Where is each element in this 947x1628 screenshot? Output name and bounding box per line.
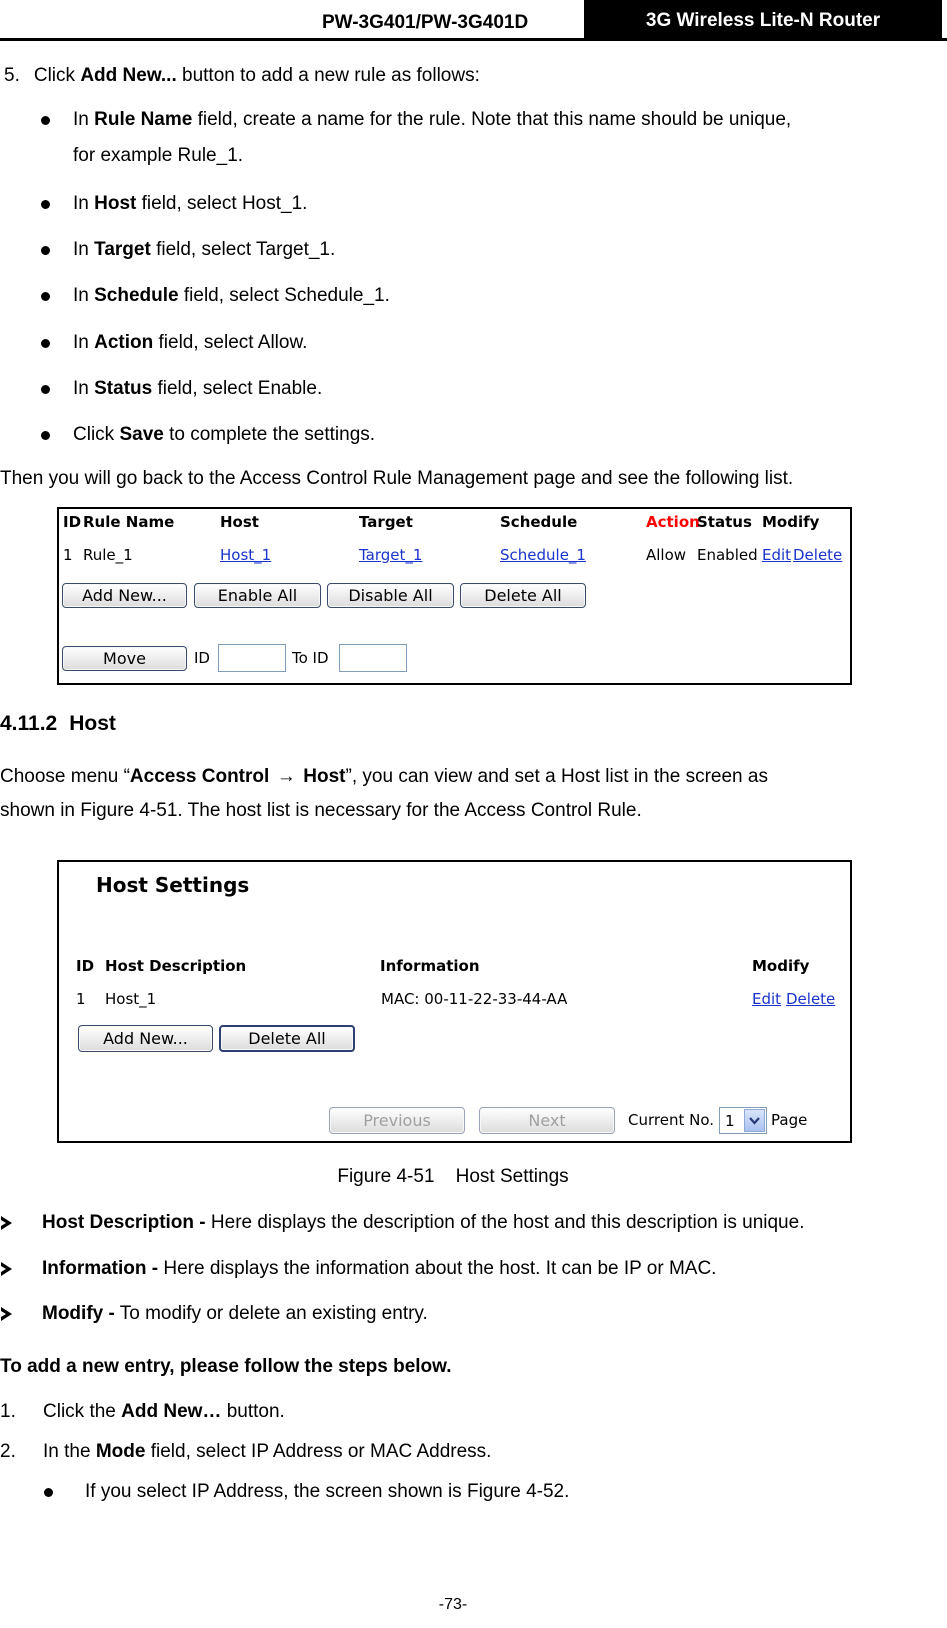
delete-link[interactable]: Delete [793,546,843,564]
add-new-button[interactable]: Add New... [78,1025,213,1052]
col-modify: Modify [752,957,810,975]
row-rule-name: Rule_1 [83,546,133,564]
bullet-rule-name: In Rule Name field, create a name for the rule. Note that this name should be unique, [73,109,792,130]
col-id: ID [76,957,95,975]
bullet-schedule: In Schedule field, select Schedule_1. [73,285,390,306]
arrow-right-icon: → [276,766,296,787]
def-modify: Modify - To modify or delete an existing entry. [42,1303,428,1324]
col-host: Host [220,513,259,531]
rule-list-screenshot [57,507,852,685]
header-model: PW-3G401/PW-3G401D [322,12,529,33]
bullet-save: Click Save to complete the settings. [73,424,376,445]
bullet-target: In Target field, select Target_1. [73,239,336,260]
col-target: Target [359,513,413,531]
col-schedule: Schedule [500,513,578,531]
bullet-dot [41,246,50,255]
target-link[interactable]: Target_1 [359,546,423,564]
edit-link[interactable]: Edit [762,546,792,564]
row-status: Enabled [697,546,758,564]
arrow-bullet-icon [1,1216,12,1230]
arrow-bullet-icon [1,1307,12,1321]
row-id: 1 [76,990,86,1008]
chevron-down-icon[interactable] [744,1109,765,1132]
row-information: MAC: 00-11-22-33-44-AA [381,990,568,1008]
bullet-dot [41,292,50,301]
id-input[interactable] [218,644,286,672]
page-label: Page [771,1111,808,1129]
col-host-description: Host Description [105,957,247,975]
current-page-select[interactable] [719,1107,767,1134]
then-text: Then you will go back to the Access Control Rule Management page and see the following list. [0,468,794,489]
bullet-action: In Action field, select Allow. [73,332,308,353]
def-host-description: Host Description - Here displays the description of the host and this description is unique. [42,1212,805,1233]
bullet-host: In Host field, select Host_1. [73,193,308,214]
host-settings-title: Host Settings [96,873,250,897]
next-button[interactable]: Next [479,1107,615,1134]
steps-heading: To add a new entry, please follow the steps below. [0,1356,452,1377]
def-information: Information - Here displays the information about the host. It can be IP or MAC. [42,1258,717,1279]
bullet-rule-name-cont: for example Rule_1. [73,145,244,166]
to-id-label: To ID [292,649,329,667]
step-5: 5. Click Add New... button to add a new rule as follows: [4,65,480,86]
delete-link[interactable]: Delete [786,990,836,1008]
col-status: Status [697,513,752,531]
disable-all-button[interactable]: Disable All [327,583,454,608]
step-2: 2. [0,1441,16,1462]
step-1: 1. [0,1401,16,1422]
row-host-description: Host_1 [105,990,157,1008]
col-modify: Modify [762,513,820,531]
bullet-dot [44,1488,53,1497]
intro-line-2: shown in Figure 4-51. The host list is necessary for the Access Control Rule. [0,800,642,821]
previous-button[interactable]: Previous [329,1107,465,1134]
col-rule-name: Rule Name [83,513,175,531]
current-page-value: 1 [725,1112,735,1130]
arrow-bullet-icon [1,1262,12,1276]
page-number: -73- [438,1596,468,1613]
row-action: Allow [646,546,687,564]
step-2-text: In the Mode field, select IP Address or MAC Address. [43,1441,492,1462]
id-label: ID [194,649,210,667]
delete-all-button[interactable]: Delete All [460,583,586,608]
bullet-dot [41,385,50,394]
enable-all-button[interactable]: Enable All [194,583,321,608]
delete-all-button[interactable]: Delete All [219,1025,355,1052]
step-5-num: 5. [4,65,20,86]
add-new-button[interactable]: Add New... [62,583,187,608]
step-1-text: Click the Add New… button. [43,1401,285,1422]
row-id: 1 [63,546,73,564]
figure-caption: Figure 4-51 Host Settings [337,1166,569,1187]
current-no-label: Current No. [628,1111,715,1129]
section-heading: 4.11.2 Host [0,712,116,735]
bullet-dot [41,431,50,440]
intro-line-1: Choose menu “Access Control → Host”, you can view and set a Host list in the screen as [0,766,768,787]
col-id: ID [63,513,82,531]
col-information: Information [380,957,480,975]
sub-bullet: If you select IP Address, the screen shown is Figure 4-52. [85,1481,570,1502]
host-link[interactable]: Host_1 [220,546,272,564]
bullet-dot [41,200,50,209]
edit-link[interactable]: Edit [752,990,782,1008]
move-button[interactable]: Move [62,646,187,671]
bullet-status: In Status field, select Enable. [73,378,323,399]
col-action: Action [646,513,700,531]
host-settings-screenshot [57,860,852,1143]
to-id-input[interactable] [339,644,407,672]
header-product: 3G Wireless Lite-N Router [645,10,881,31]
bullet-dot [41,339,50,348]
schedule-link[interactable]: Schedule_1 [500,546,586,564]
bullet-dot [41,116,50,125]
